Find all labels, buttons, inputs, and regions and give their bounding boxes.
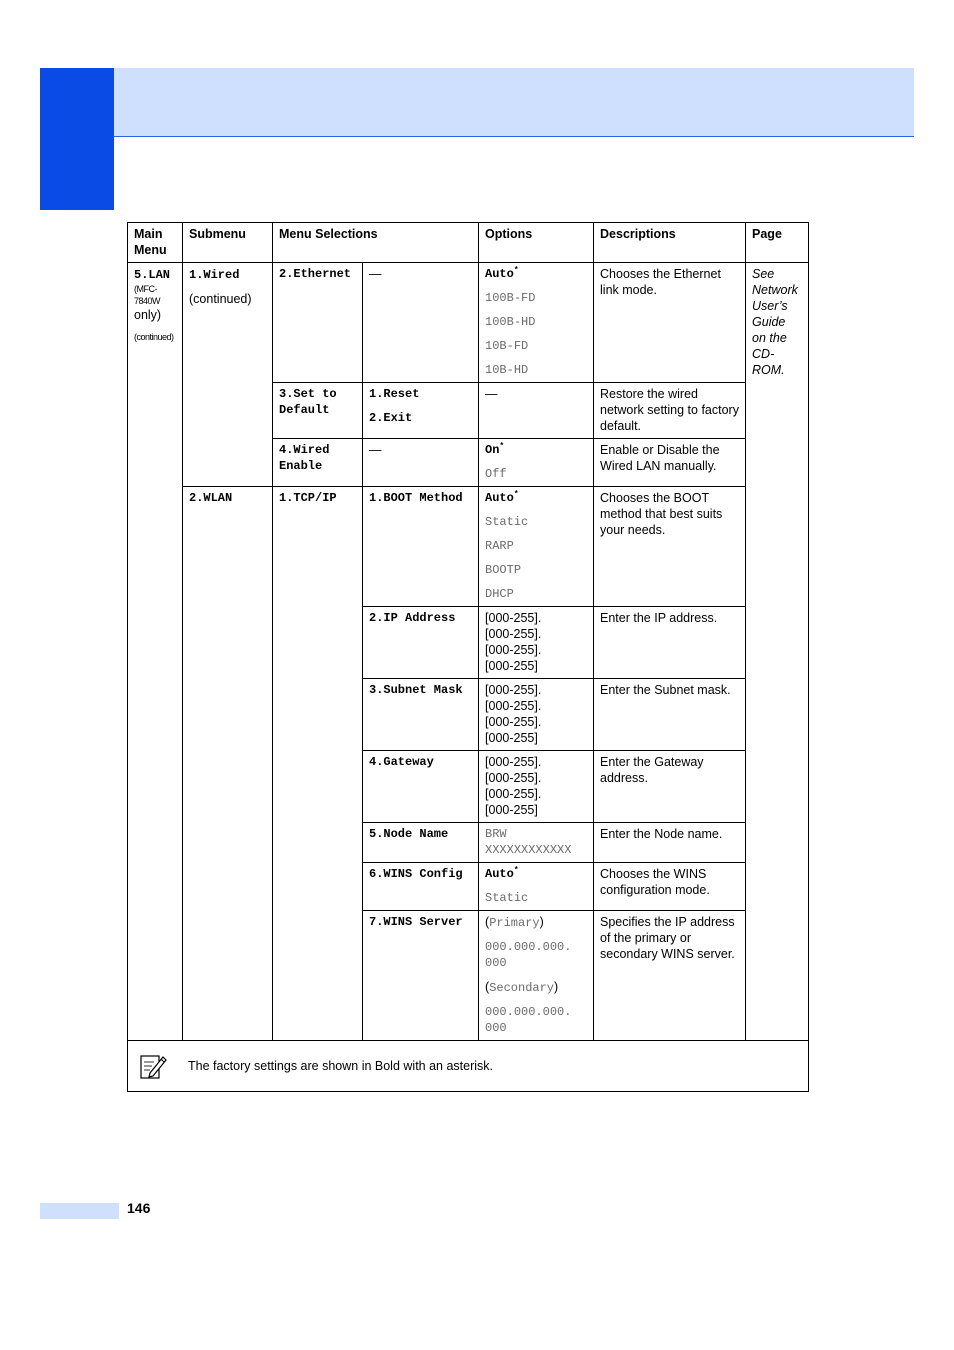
selection-boot-method: 1.BOOT Method [363,487,479,607]
options-wired-enable [479,439,594,487]
option-item: Static [485,515,529,529]
selection-wins-server: 7.WINS Server [363,911,479,1041]
main-menu-continued: (continued) [134,332,174,342]
option-item: RARP [485,539,514,553]
option-item: BOOTP [485,563,522,577]
desc-subnet: Enter the Subnet mask. [594,679,746,751]
selection-wired-enable-sub: — [363,439,479,487]
selection-tcpip: 1.TCP/IP [273,487,363,1041]
options-set-default: — [479,383,594,439]
submenu-wired-continued: (continued) [189,292,252,306]
model-note: (MFC-7840W [134,284,161,306]
option-item: DHCP [485,587,514,601]
option-item: 100B-HD [485,315,536,329]
page-number-bar [40,1203,119,1219]
options-ethernet [479,263,594,383]
desc-wins-server: Specifies the IP address of the primary or secondary WINS server. [594,911,746,1041]
note-cell [128,1041,809,1092]
table-row [128,263,809,383]
option-item: Auto* [485,866,519,881]
option-item: On* [485,442,505,457]
selection-subnet-mask: 3.Subnet Mask [363,679,479,751]
desc-set-default: Restore the wired network setting to factory default. [594,383,746,439]
options-wins-server: (Primary) 000.000.000. 000 (Secondary) 000.000.000. 000 [479,911,594,1041]
desc-boot: Chooses the BOOT method that best suits your needs. [594,487,746,607]
selection-exit: 2.Exit [369,411,413,425]
desc-ethernet: Chooses the Ethernet link mode. [594,263,746,383]
main-menu-code: 5.LAN [134,268,171,282]
options-wins-config [479,863,594,911]
option-item: 10B-HD [485,363,529,377]
submenu-wlan: 2.WLAN [183,487,273,1041]
desc-wins-config: Chooses the WINS configuration mode. [594,863,746,911]
submenu-wired-cell [183,263,273,487]
selection-wired-enable: 4.Wired Enable [273,439,363,487]
selection-gateway: 4.Gateway [363,751,479,823]
header-descriptions: Descriptions [594,223,746,263]
selection-set-default: 3.Set to Default [273,383,363,439]
note-text: The factory settings are shown in Bold with an asterisk. [188,1059,494,1073]
option-item: 100B-FD [485,291,536,305]
table-header-row [128,223,809,263]
selection-set-default-sub [363,383,479,439]
header-main-menu: Main Menu [128,223,183,263]
selection-ip-address: 2.IP Address [363,607,479,679]
header-band [40,68,914,137]
options-subnet: [000-255]. [000-255]. [000-255]. [000-255] [479,679,594,751]
option-item: Auto* [485,266,519,281]
header-page: Page [746,223,809,263]
selection-ethernet-sub: — [363,263,479,383]
option-item: Static [485,891,529,905]
table-row [128,487,809,607]
selection-wins-config: 6.WINS Config [363,863,479,911]
desc-ip: Enter the IP address. [594,607,746,679]
page-number: 146 [127,1200,151,1216]
selection-reset: 1.Reset [369,387,420,401]
menu-table [127,222,809,1092]
model-only: only) [134,308,162,322]
option-item: 10B-FD [485,339,529,353]
options-ip: [000-255]. [000-255]. [000-255]. [000-255] [479,607,594,679]
header-menu-selections: Menu Selections [273,223,479,263]
main-menu-cell [128,263,183,1041]
options-gateway: [000-255]. [000-255]. [000-255]. [000-255] [479,751,594,823]
selection-ethernet: 2.Ethernet [273,263,363,383]
desc-gateway: Enter the Gateway address. [594,751,746,823]
note-pencil-icon [138,1051,168,1081]
desc-wired-enable: Enable or Disable the Wired LAN manually. [594,439,746,487]
submenu-wired: 1.Wired [189,268,240,282]
selection-node-name: 5.Node Name [363,823,479,863]
options-node: BRW XXXXXXXXXXXX [479,823,594,863]
header-options: Options [479,223,594,263]
chapter-tab [40,68,114,210]
options-boot [479,487,594,607]
note-row [128,1041,809,1092]
option-item: Off [485,467,507,481]
page-ref: See Network User’s Guide on the CD-ROM. [746,263,809,1041]
desc-node: Enter the Node name. [594,823,746,863]
header-submenu: Submenu [183,223,273,263]
option-item: Auto* [485,490,519,505]
